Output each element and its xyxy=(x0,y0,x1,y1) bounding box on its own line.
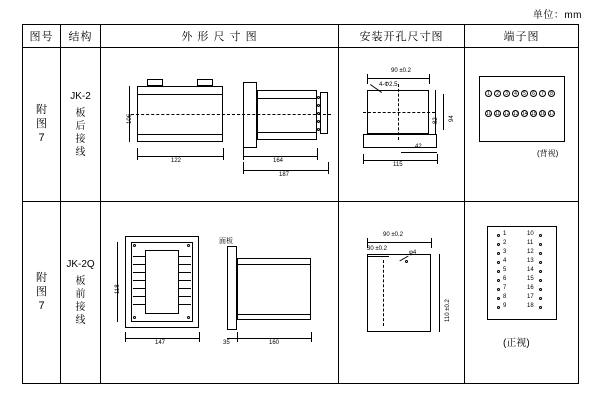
dim-115: 115 xyxy=(393,162,403,168)
pin-line xyxy=(133,304,145,305)
dim-line-94 xyxy=(443,94,444,130)
dim-94: 94 xyxy=(449,115,455,122)
dim-line-164 xyxy=(243,156,317,157)
dim-ext-2 xyxy=(199,332,200,342)
terminal-2: 2 xyxy=(503,240,507,246)
dim-42: 42 xyxy=(415,144,422,150)
terminal-6: 6 xyxy=(503,276,507,282)
hole xyxy=(405,260,408,263)
pin-line xyxy=(133,272,145,273)
hole xyxy=(133,316,136,319)
pin-line xyxy=(179,264,191,265)
terminal-16: 16 xyxy=(540,111,546,117)
structure-text-2: 板 前 接 线 xyxy=(75,276,86,326)
cell-terminal-2 xyxy=(465,202,579,384)
dim-30: 30 ±0.2 xyxy=(367,246,387,252)
dim-160: 160 xyxy=(269,340,280,346)
terminal-dot xyxy=(539,297,542,300)
dim-122: 122 xyxy=(171,158,182,164)
dim-ext-6 xyxy=(328,162,329,174)
dim-ext-1 xyxy=(137,148,138,160)
terminal-4: 4 xyxy=(503,258,507,264)
terminal-17: 17 xyxy=(549,111,555,117)
header-mounting-drawing: 安装开孔尺寸图 xyxy=(339,25,465,48)
terminal-7: 7 xyxy=(539,90,546,97)
hole xyxy=(187,316,190,319)
center-axis xyxy=(131,114,331,115)
terminal-drawing-jk2q xyxy=(465,202,578,383)
structure-model-1: JK-2 xyxy=(70,91,91,102)
cell-mounting-2 xyxy=(339,202,465,384)
dim-line-35 xyxy=(227,338,237,339)
cell-outline-1 xyxy=(101,48,339,202)
side-panel xyxy=(243,82,257,148)
dim-110: 110 ±0.2 xyxy=(445,299,451,322)
structure-label-1 xyxy=(61,90,100,159)
side-plate xyxy=(227,246,237,330)
mount-tab-right xyxy=(197,79,213,86)
dim-ext-2 xyxy=(431,238,432,248)
side-line-2 xyxy=(257,132,317,133)
terminal-dot xyxy=(539,279,542,282)
dimension-table xyxy=(22,24,579,384)
dim-line-82 xyxy=(435,90,436,134)
dim-ext-2 xyxy=(429,74,430,84)
terminal-11: 11 xyxy=(527,240,534,246)
terminal-10: 10 xyxy=(527,231,534,237)
side-line xyxy=(237,314,311,315)
terminal-dot xyxy=(539,306,542,309)
dim-line-115 xyxy=(363,160,437,161)
pin-line xyxy=(179,304,191,305)
dim-line-147 xyxy=(125,338,199,339)
structure-label-2 xyxy=(61,258,100,327)
terminal-8: 8 xyxy=(548,90,555,97)
terminal-dot xyxy=(539,252,542,255)
view-label-back: (背视) xyxy=(537,149,559,158)
mounting-cutout xyxy=(367,254,431,332)
table-row xyxy=(23,48,579,202)
terminal-14: 14 xyxy=(527,267,534,273)
pin-line xyxy=(133,256,145,257)
terminal-8: 8 xyxy=(503,294,507,300)
terminal-6: 6 xyxy=(530,90,537,97)
pin-line xyxy=(179,296,191,297)
terminal-18: 18 xyxy=(527,303,534,309)
terminal-14: 14 xyxy=(522,111,528,117)
terminal-dot xyxy=(539,288,542,291)
dim-line-42 xyxy=(401,152,437,153)
mounting-drawing-jk2 xyxy=(339,48,464,201)
cell-terminal-1 xyxy=(465,48,579,202)
terminal-12: 12 xyxy=(504,111,510,117)
header-outline-drawing: 外 形 尺 寸 图 xyxy=(101,25,339,48)
dim-ext-5 xyxy=(243,162,244,174)
cell-mounting-1 xyxy=(339,48,465,202)
side-line xyxy=(237,264,311,265)
hole xyxy=(187,244,190,247)
terminal-9: 9 xyxy=(503,303,507,309)
structure-model-2: JK-2Q xyxy=(66,259,95,270)
terminal-16: 16 xyxy=(527,285,534,291)
mount-tab-left xyxy=(147,79,163,86)
dim-phi4: φ4 xyxy=(409,250,417,256)
body-bottom-line xyxy=(137,134,223,135)
dim-line-30 xyxy=(367,256,389,257)
pin-line xyxy=(179,280,191,281)
outline-drawing-jk2 xyxy=(101,48,338,201)
body-top-line xyxy=(137,94,223,95)
dim-ext-1 xyxy=(125,332,126,342)
terminal-dot xyxy=(539,243,542,246)
dim-ext-3 xyxy=(237,332,238,342)
dim-110: 90 ±0.2 xyxy=(391,68,411,74)
terminal-1: 1 xyxy=(485,90,492,97)
terminal-dot xyxy=(497,270,500,273)
dim-164: 164 xyxy=(273,158,284,164)
terminal-dot xyxy=(497,279,500,282)
dim-147: 147 xyxy=(155,340,166,346)
dim-106: 106 xyxy=(127,113,133,124)
front-panel-note: 面板 xyxy=(219,238,233,245)
mounting-drawing-jk2q xyxy=(339,202,464,383)
dim-ext-3 xyxy=(363,154,364,164)
dim-ext-3 xyxy=(243,148,244,160)
front-plate-window xyxy=(145,250,179,314)
terminal-17: 17 xyxy=(527,294,534,300)
terminal-dot xyxy=(539,261,542,264)
dim-ext-4 xyxy=(437,154,438,164)
figure-no-label-2: 附 图 7 xyxy=(36,272,47,312)
terminal-3: 3 xyxy=(503,90,510,97)
dim-ext-1 xyxy=(367,74,368,84)
table-header-row xyxy=(23,25,579,48)
terminal-dot xyxy=(497,288,500,291)
pin-line xyxy=(133,264,145,265)
dim-35: 35 xyxy=(223,340,230,346)
pin-line xyxy=(133,280,145,281)
dim-line-122 xyxy=(137,156,223,157)
terminal-13: 13 xyxy=(527,258,534,264)
terminal-11: 11 xyxy=(495,111,501,117)
dim-line-110 xyxy=(439,254,440,332)
dim-line-160 xyxy=(237,338,311,339)
dim-ext-4 xyxy=(311,332,312,342)
terminal-12: 12 xyxy=(527,249,534,255)
header-figure-no: 图号 xyxy=(23,25,61,48)
dim-line-90 xyxy=(367,242,431,243)
cell-outline-2 xyxy=(101,202,339,384)
structure-text-1: 板 后 接 线 xyxy=(75,108,86,158)
terminal-block xyxy=(320,92,328,134)
terminal-dot xyxy=(539,270,542,273)
side-body xyxy=(237,258,311,320)
dim-line-110 xyxy=(367,78,429,79)
terminal-10: 10 xyxy=(486,111,492,117)
terminal-dot xyxy=(497,297,500,300)
terminal-5: 5 xyxy=(521,90,528,97)
terminal-4: 4 xyxy=(512,90,519,97)
dim-ext-4 xyxy=(317,148,318,160)
panel-section xyxy=(363,134,437,148)
terminal-dot xyxy=(497,252,500,255)
figure-no-label-1: 附 图 7 xyxy=(36,104,47,144)
dim-82: 82 xyxy=(433,117,439,124)
pin-line xyxy=(179,288,191,289)
dim-90: 90 ±0.2 xyxy=(383,232,403,238)
terminal-3: 3 xyxy=(503,249,507,255)
terminal-drawing-jk2 xyxy=(465,48,578,201)
center-axis-v xyxy=(383,260,385,326)
view-label-front: (正视) xyxy=(503,338,530,349)
dim-line-118 xyxy=(117,242,118,322)
dim-118: 118 xyxy=(115,284,121,294)
terminal-1: 1 xyxy=(503,231,507,237)
terminal-dot xyxy=(497,234,500,237)
dim-phi: 4-Φ2.5 xyxy=(379,82,398,88)
pin-line xyxy=(133,296,145,297)
pin-line xyxy=(133,288,145,289)
header-terminal-drawing: 端子图 xyxy=(465,25,579,48)
terminal-dot xyxy=(497,306,500,309)
terminal-7: 7 xyxy=(503,285,507,291)
terminal-15: 15 xyxy=(531,111,537,117)
pin-line xyxy=(179,272,191,273)
terminal-5: 5 xyxy=(503,267,507,273)
dim-line-187 xyxy=(243,170,328,171)
side-line-1 xyxy=(257,98,317,99)
unit-note: 单位：mm xyxy=(532,10,582,21)
cell-figure-no-1 xyxy=(23,48,61,202)
header-structure: 结构 xyxy=(61,25,101,48)
center-axis-v xyxy=(398,84,400,140)
terminal-outline xyxy=(479,76,565,142)
terminal-dot xyxy=(497,261,500,264)
terminal-dot xyxy=(539,234,542,237)
hole xyxy=(133,244,136,247)
table-row xyxy=(23,202,579,384)
terminal-2: 2 xyxy=(494,90,501,97)
terminal-dot xyxy=(497,243,500,246)
outline-drawing-jk2q xyxy=(101,202,338,383)
dim-ext-2 xyxy=(223,148,224,160)
cell-figure-no-2 xyxy=(23,202,61,384)
dim-187: 187 xyxy=(279,172,290,178)
terminal-13: 13 xyxy=(513,111,519,117)
pin-line xyxy=(179,256,191,257)
cell-structure-1 xyxy=(61,48,101,202)
cell-structure-2 xyxy=(61,202,101,384)
terminal-15: 15 xyxy=(527,276,534,282)
